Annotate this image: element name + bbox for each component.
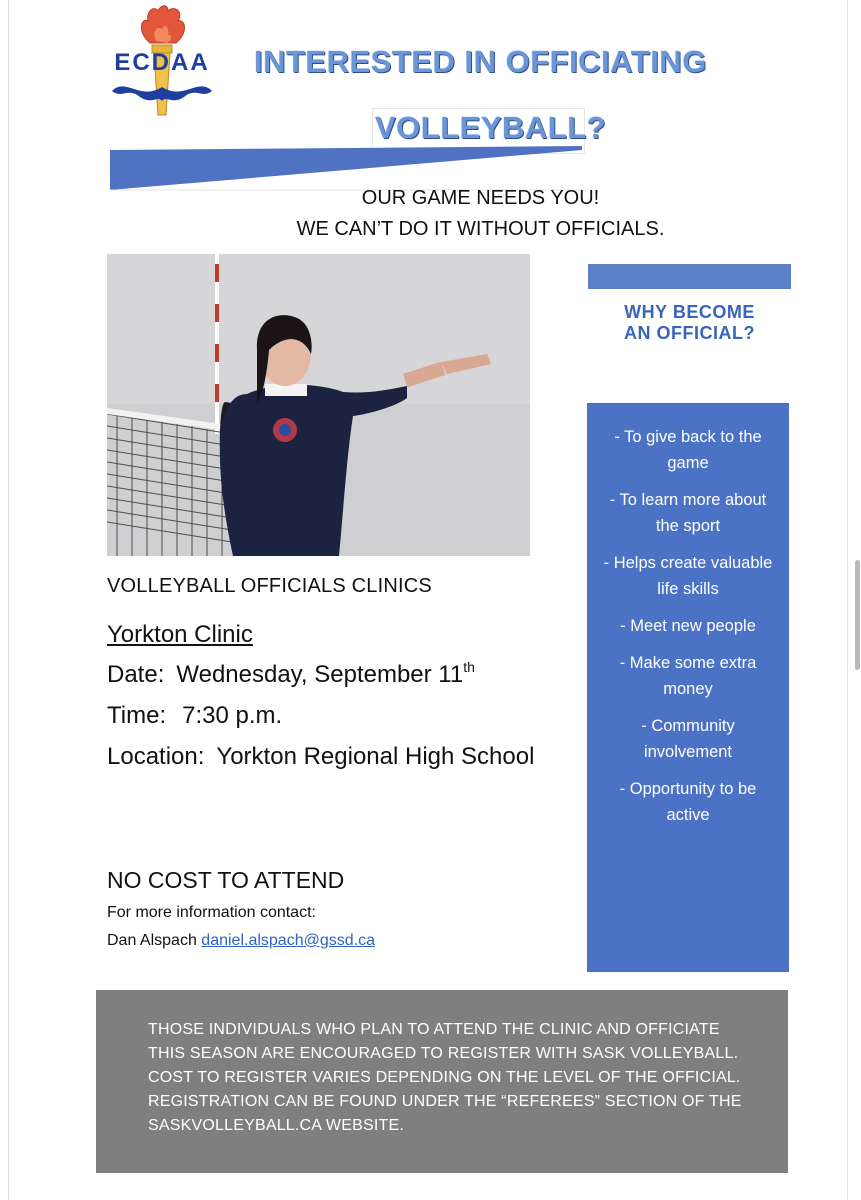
no-cost-text: NO COST TO ATTEND bbox=[107, 867, 345, 893]
why-heading-line-2: AN OFFICIAL? bbox=[624, 323, 755, 343]
location-value: Yorkton Regional High School bbox=[216, 743, 535, 770]
tagline-line-1: OUR GAME NEEDS YOU! bbox=[361, 187, 600, 209]
contact-line bbox=[107, 932, 375, 950]
reason-item: - To give back to the game bbox=[614, 428, 762, 472]
reason-item: - To learn more about the sport bbox=[609, 491, 767, 535]
clinics-heading: VOLLEYBALL OFFICIALS CLINICS bbox=[107, 575, 432, 597]
blue-swoosh-banner bbox=[110, 146, 582, 192]
clinic-name: Yorkton Clinic bbox=[107, 621, 253, 648]
why-become-official-heading bbox=[588, 302, 791, 344]
date-value: Wednesday, September 11 bbox=[176, 661, 464, 688]
time-value: 7:30 p.m. bbox=[182, 702, 283, 729]
clinic-date bbox=[107, 661, 475, 689]
notice-text: THOSE INDIVIDUALS WHO PLAN TO ATTEND THE CLINIC AND OFFICIATE THIS SEASON ARE ENCOURAGED TO REGISTER WITH SASK VOLLEYBALL. COST TO REGISTER VARIES DEPENDING ON THE LEVEL OF THE OFFICIAL. REGISTRATION CAN BE FOUND UNDER THE “REFEREES” SECTION OF THE SASKVOLLEYBALL.CA WEBSITE. bbox=[148, 1021, 742, 1134]
contact-name: Dan Alspach bbox=[107, 932, 197, 949]
clinic-time bbox=[107, 702, 282, 730]
registration-notice bbox=[96, 990, 788, 1173]
referee-photo bbox=[107, 254, 530, 556]
date-suffix: th bbox=[463, 659, 475, 675]
reason-item: - Make some extra money bbox=[619, 654, 757, 698]
reason-item: - Community involvement bbox=[641, 717, 735, 761]
clinic-location bbox=[107, 743, 534, 771]
why-heading-line-1: WHY BECOME bbox=[624, 302, 755, 322]
ecdaa-logo bbox=[106, 3, 218, 118]
torch-logo-icon bbox=[106, 3, 218, 118]
info-label: For more information contact: bbox=[107, 904, 316, 921]
svg-text:ECDAA: ECDAA bbox=[114, 49, 210, 76]
title-line-1: INTERESTED IN OFFICIATING bbox=[254, 44, 707, 79]
date-label: Date: bbox=[107, 661, 165, 688]
why-header-bar bbox=[588, 264, 791, 289]
page-edge-left bbox=[8, 0, 9, 1200]
reason-item: - Helps create valuable life skills bbox=[603, 554, 773, 598]
reasons-list bbox=[587, 403, 789, 828]
reason-item: - Opportunity to be active bbox=[619, 780, 757, 824]
time-label: Time: bbox=[107, 702, 167, 729]
title-line-2: VOLLEYBALL? bbox=[375, 110, 607, 145]
location-label: Location: bbox=[107, 743, 205, 770]
contact-email-link[interactable]: daniel.alspach@gssd.ca bbox=[201, 932, 375, 949]
scrollbar-thumb[interactable] bbox=[855, 560, 860, 670]
reasons-panel bbox=[587, 403, 789, 972]
page-edge-right bbox=[847, 0, 848, 1200]
reason-item: - Meet new people bbox=[620, 617, 756, 635]
tagline-line-2: WE CAN’T DO IT WITHOUT OFFICIALS. bbox=[296, 218, 665, 240]
